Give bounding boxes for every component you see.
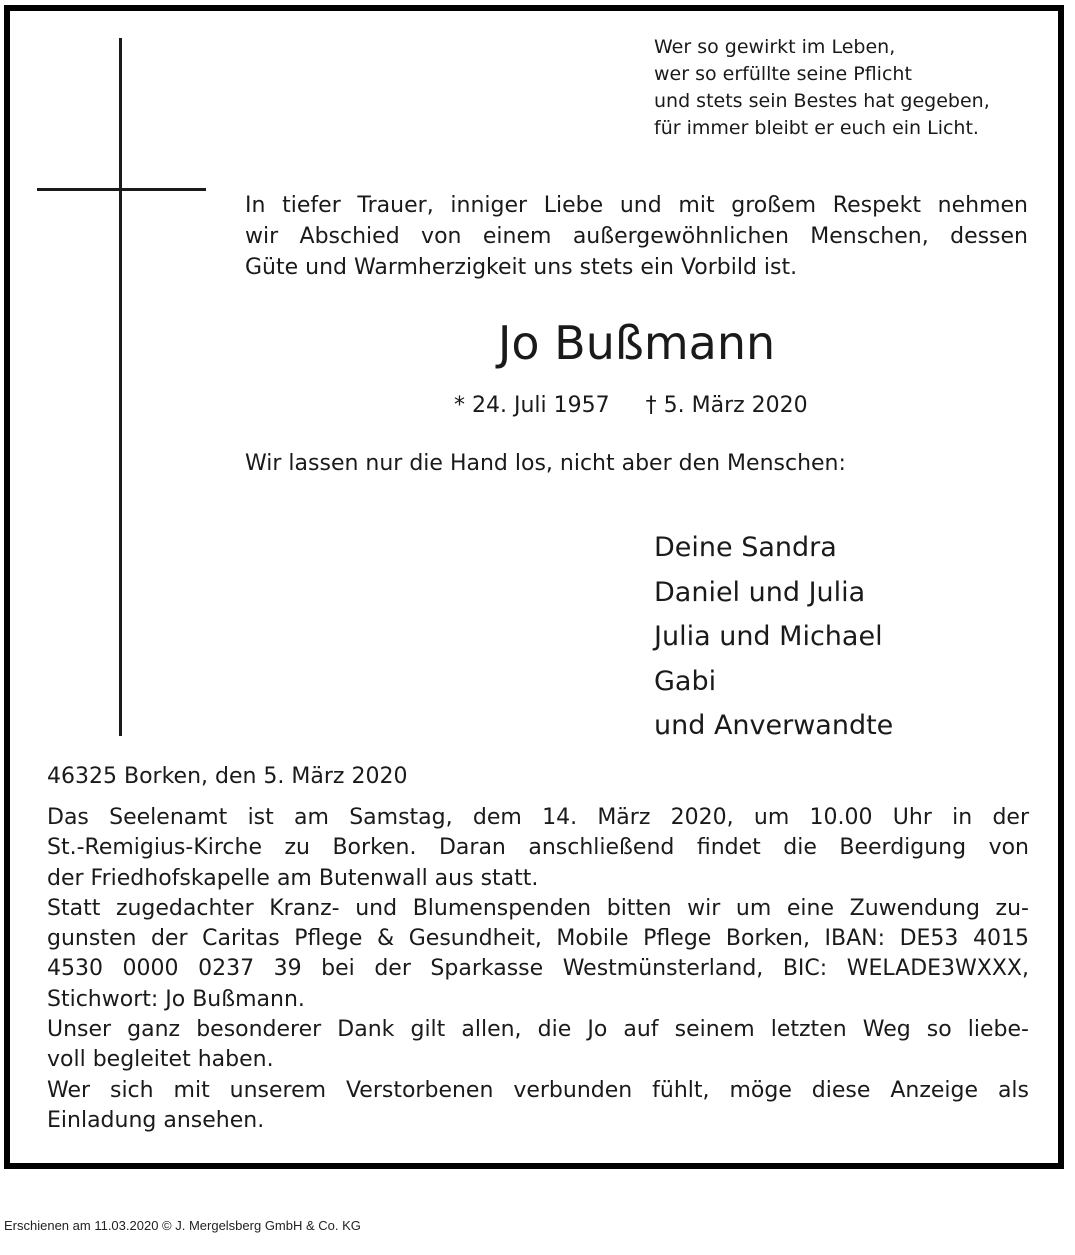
intro-paragraph — [245, 190, 1028, 283]
birth-date: * 24. Juli 1957 — [454, 393, 610, 418]
poem-line: wer so erfüllte seine Pflicht — [654, 63, 912, 85]
details-line: Statt zugedachter Kranz- und Blumenspenden bitten wir um eine Zuwendung zu- — [47, 895, 1029, 921]
life-dates — [454, 391, 808, 421]
mourner: Deine Sandra — [654, 532, 837, 563]
service-details — [47, 803, 1029, 1136]
cross-icon-vertical-bar — [119, 38, 122, 736]
farewell-line: Wir lassen nur die Hand los, nicht aber den Menschen: — [245, 451, 846, 476]
place-date: 46325 Borken, den 5. März 2020 — [47, 764, 408, 789]
mourners-list — [654, 526, 893, 749]
mourner: Daniel und Julia — [654, 576, 866, 608]
details-line: Einladung ansehen. — [47, 1107, 265, 1133]
intro-line: Güte und Warmherzigkeit uns stets ein Vorbild ist. — [245, 255, 798, 280]
details-line: Das Seelenamt ist am Samstag, dem 14. März 2020, um 10.00 Uhr in der — [47, 805, 1029, 830]
poem-line: und stets sein Bestes hat gegeben, — [654, 90, 990, 112]
poem-line: Wer so gewirkt im Leben, — [654, 36, 896, 58]
cross-icon-horizontal-bar — [37, 188, 206, 191]
details-line: gunsten der Caritas Pflege & Gesundheit, Mobile Pflege Borken, IBAN: DE53 4015 — [47, 926, 1029, 952]
poem — [654, 34, 990, 142]
details-line: Unser ganz besonderer Dank gilt allen, die Jo auf seinem letzten Weg so liebe- — [47, 1017, 1029, 1043]
details-line: der Friedhofskapelle am Butenwall aus statt. — [47, 865, 539, 891]
deceased-name: Jo Bußmann — [497, 316, 776, 370]
intro-line: In tiefer Trauer, inniger Liebe und mit großem Respekt nehmen — [245, 193, 1028, 218]
intro-line: wir Abschied von einem außergewöhnlichen Menschen, dessen — [245, 224, 1028, 249]
publication-footer: Erschienen am 11.03.2020 © J. Mergelsberg GmbH & Co. KG — [4, 1218, 361, 1233]
details-line: voll begleitet haben. — [47, 1047, 274, 1073]
details-line: Wer sich mit unserem Verstorbenen verbunden fühlt, möge diese Anzeige als — [47, 1077, 1029, 1103]
details-line: Stichwort: Jo Bußmann. — [47, 986, 305, 1012]
details-line: 4530 0000 0237 39 bei der Sparkasse Westmünsterland, BIC: WELADE3WXXX, — [47, 956, 1029, 982]
death-date: † 5. März 2020 — [645, 393, 808, 418]
poem-line: für immer bleibt er euch ein Licht. — [654, 117, 979, 139]
mourner: und Anverwandte — [654, 710, 894, 741]
details-line: St.-Remigius-Kirche zu Borken. Daran anschließend findet die Beerdigung von — [47, 835, 1029, 861]
mourner: Julia und Michael — [654, 621, 883, 652]
mourner: Gabi — [654, 665, 717, 697]
